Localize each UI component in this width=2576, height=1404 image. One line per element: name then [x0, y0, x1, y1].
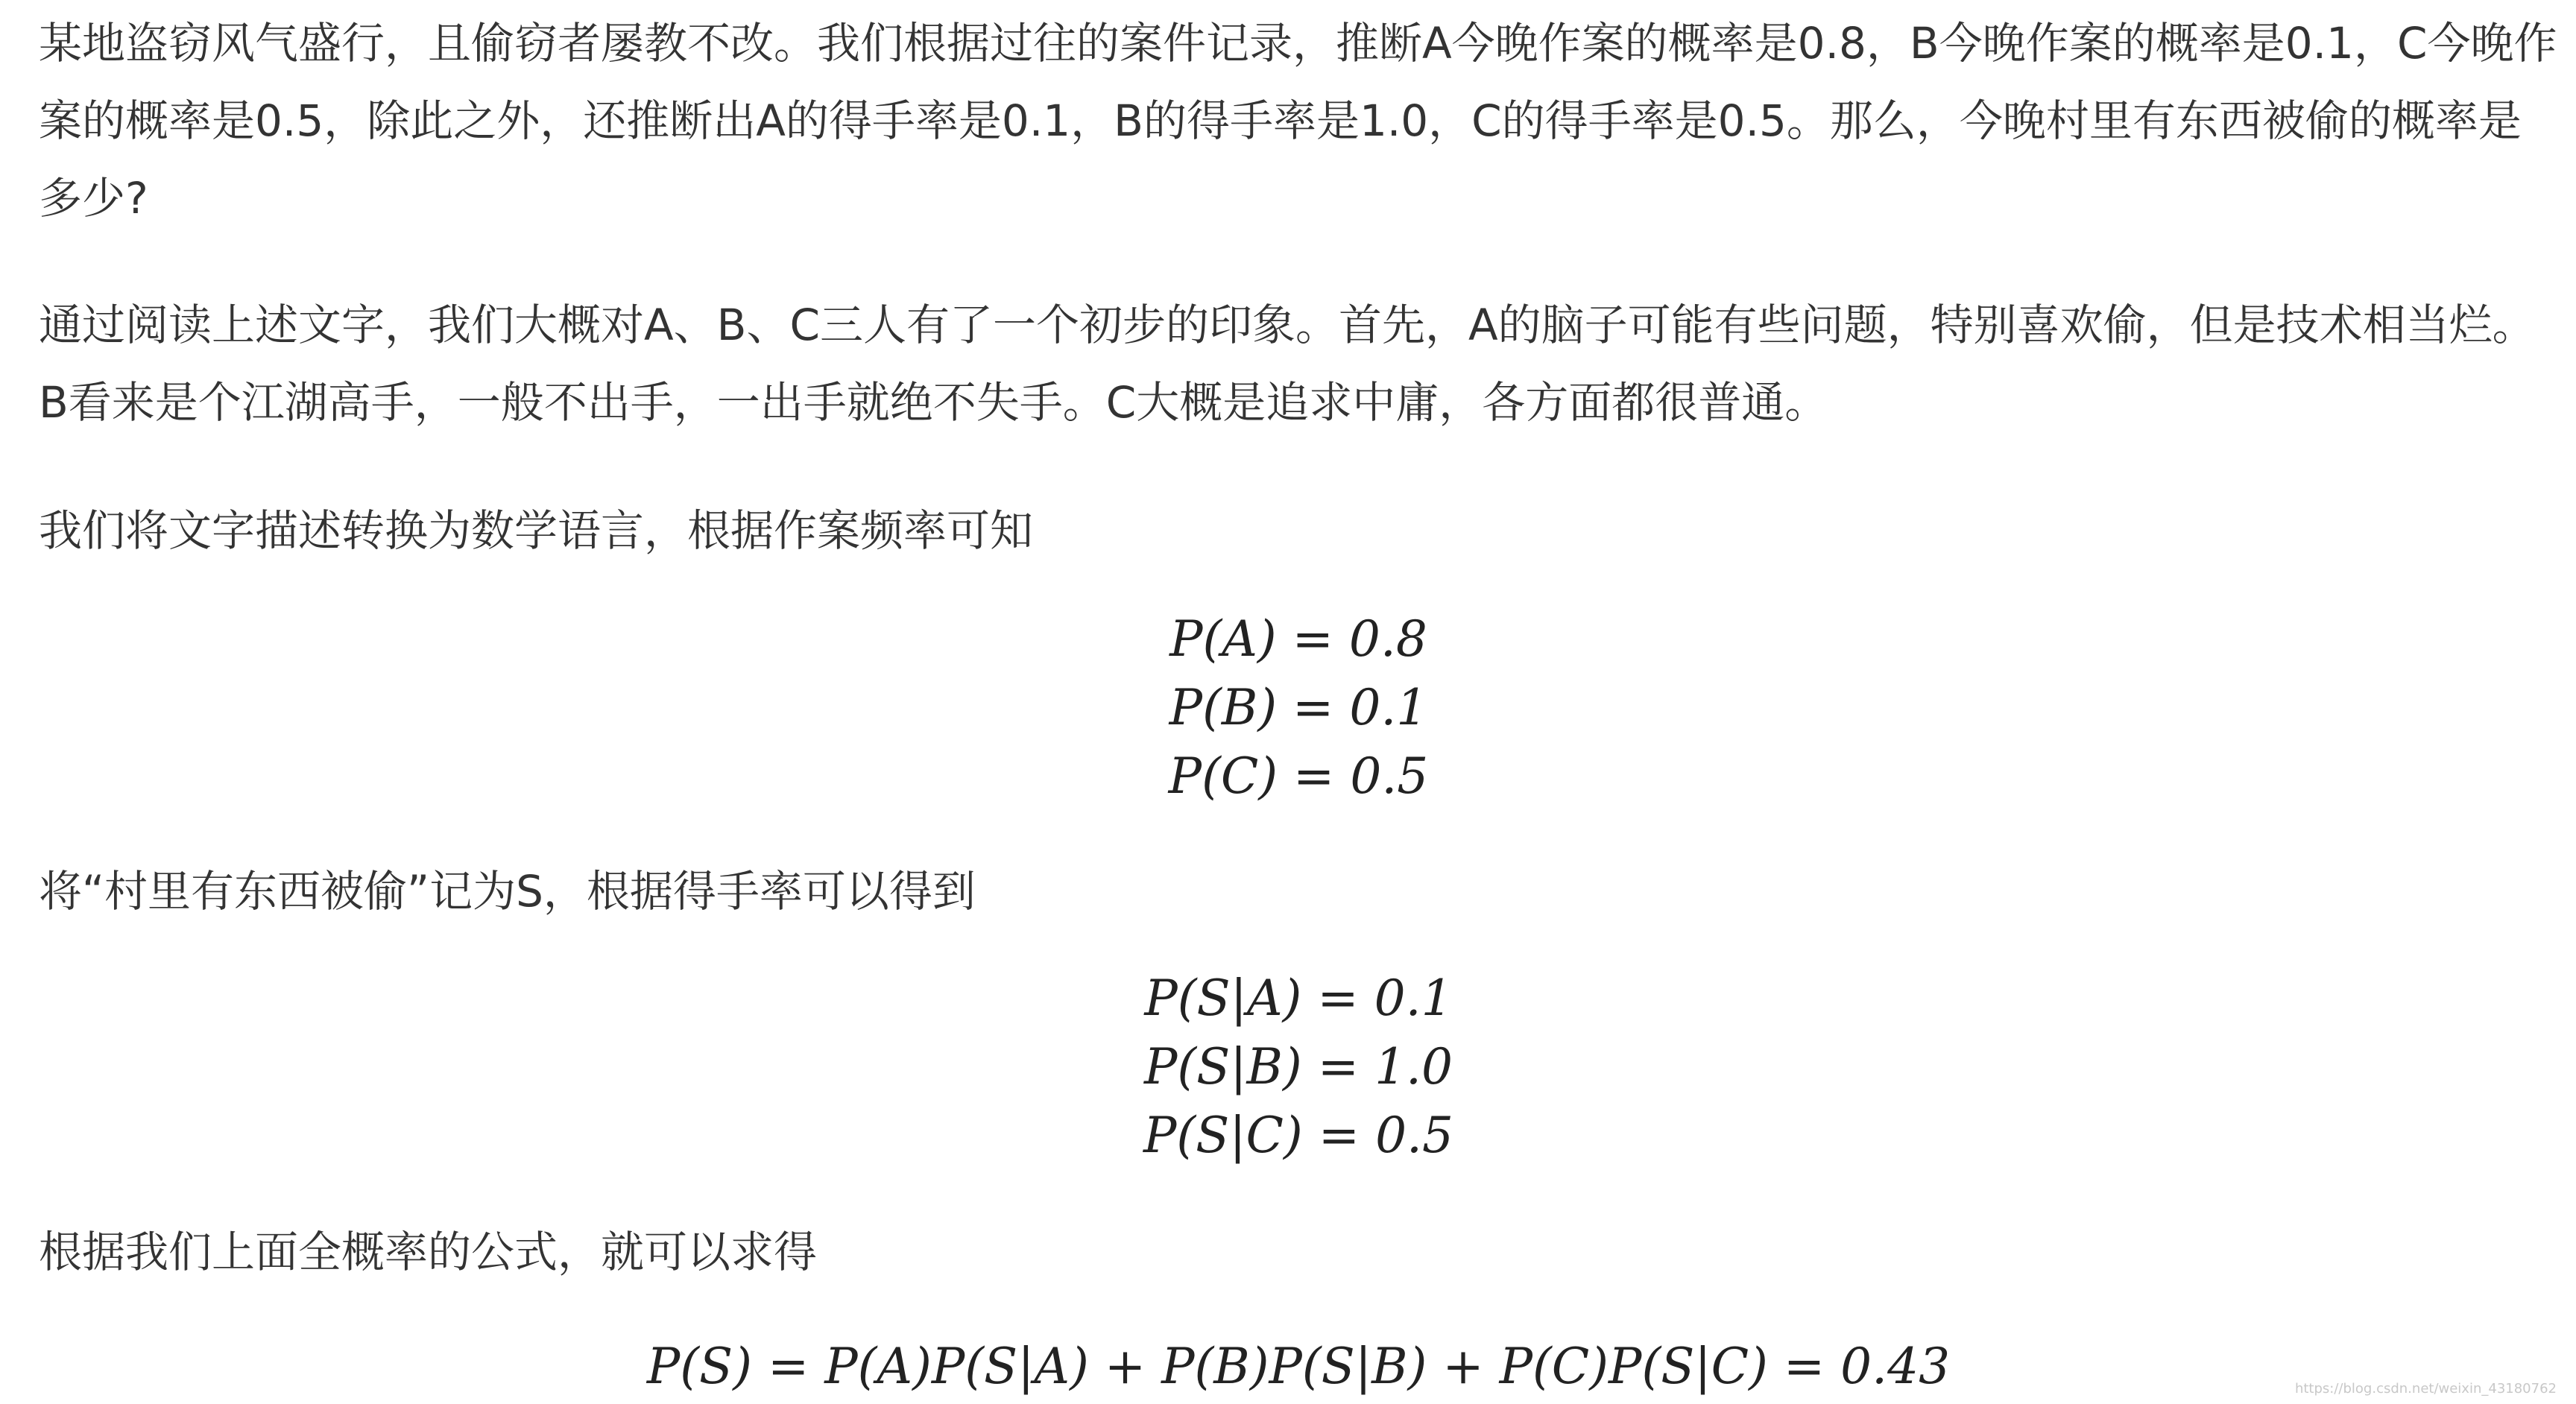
conditional-probability-equations [39, 964, 2558, 1170]
prior-probability-equations [39, 605, 2558, 811]
equation-p-s-given-a: P(S|A) = 0.1 [1144, 970, 1453, 1027]
equation-p-s: P(S) = P(A)P(S|A) + P(B)P(S|B) + P(C)P(S|C) = 0.43 [646, 1338, 1951, 1395]
watermark: https://blog.csdn.net/weixin_43180762 [2294, 1381, 2557, 1397]
total-probability-paragraph: 根据我们上面全概率的公式，就可以求得 [39, 1227, 818, 1277]
article [39, 0, 2558, 1404]
analysis-paragraph: 通过阅读上述文字，我们大概对A、B、C三人有了一个初步的印象。首先，A的脑子可能有些问题，特别喜欢偷，但是技术相当烂。B看来是个江湖高手，一般不出手，一出手就绝不失手。C大概是追求中庸，各方面都很普通。 [39, 300, 2536, 428]
equation-p-c: P(C) = 0.5 [1168, 747, 1429, 805]
equation-p-b: P(B) = 0.1 [1169, 679, 1428, 736]
equation-p-s-given-c: P(S|C) = 0.5 [1143, 1107, 1454, 1164]
conversion-paragraph: 我们将文字描述转换为数学语言，根据作案频率可知 [39, 505, 1034, 556]
equation-p-a: P(A) = 0.8 [1169, 610, 1427, 668]
intro-paragraph: 某地盗窃风气盛行，且偷窃者屡教不改。我们根据过往的案件记录，推断A今晚作案的概率是0.8，B今晚作案的概率是0.1，C今晚作案的概率是0.5，除此之外，还推断出A的得手率是0.1，B的得手率是1.0，C的得手率是0.5。那么，今晚村里有东西被偷的概率是多少? [39, 18, 2557, 224]
define-s-paragraph: 将“村里有东西被偷”记为S，根据得手率可以得到 [39, 866, 976, 917]
equation-p-s-given-b: P(S|B) = 1.0 [1143, 1038, 1453, 1095]
total-probability-equation [39, 1332, 2558, 1401]
